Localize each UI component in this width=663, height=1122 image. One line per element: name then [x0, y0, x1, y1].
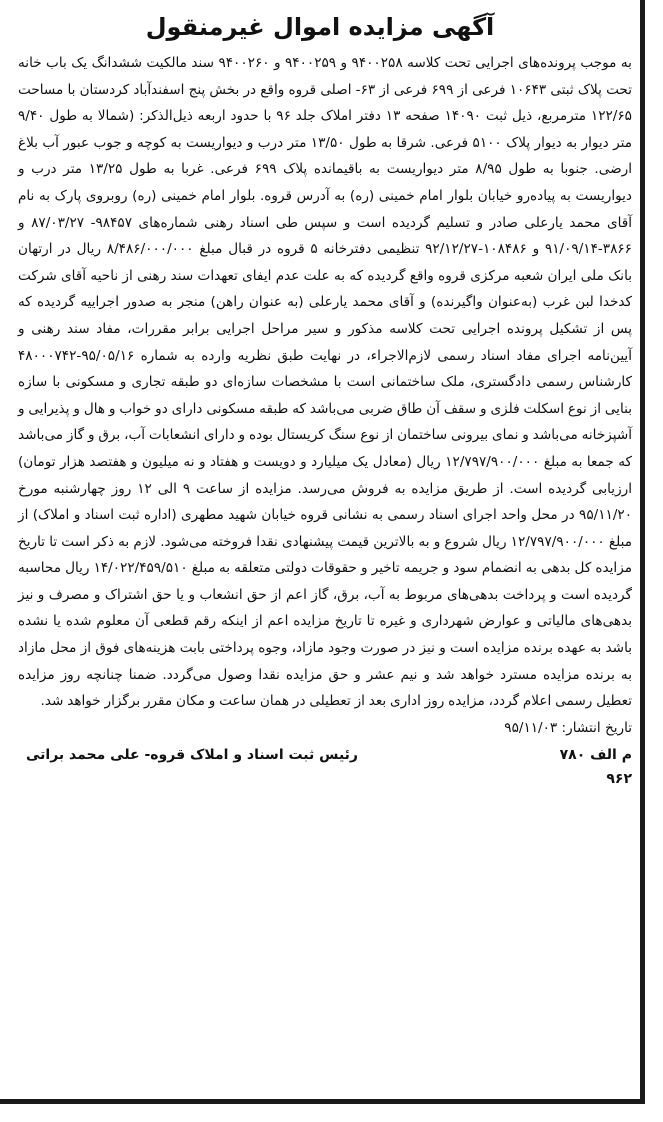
publish-date: تاریخ انتشار: ۹۵/۱۱/۰۳	[504, 719, 632, 736]
notice-title: آگهی مزایده اموال غیرمنقول	[145, 13, 495, 41]
reference-code: م الف ۷۸۰	[559, 746, 632, 763]
notice-body: به موجب پرونده‌های اجرایی تحت کلاسه ۹۴۰۰۲۵۸ و ۹۴۰۰۲۵۹ و ۹۴۰۰۲۶۰ سند مالکیت ششدانگ یک باب خانه تحت پلاک ثبتی ۱۰۶۴۳ فرعی از ۶۹۹ فرعی از ۶۳- اصلی قروه واقع در بخش پنج اسفندآباد کردستان با مساحت ۱۲۲/۶۵ مترمربع، ذیل ثبت ۱۴۰۹۰ صفحه ۱۳ دفتر املاک جلد ۹۶ با حدود اربعه ذیل‌الذکر: (شمالا به طول ۹/۴۰ متر دیوار به دیوار پلاک ۵۱۰۰ فرعی. شرقا به طول ۱۳/۵۰ متر درب و دیواریست به کوچه و جوب عبور آب بلاغ ارضی. جنوبا به طول ۸/۹۵ متر دیواریست به باقیمانده پلاک ۶۹۹ فرعی. غربا به طول ۱۳/۲۵ متر درب و دیواریست به پیاده‌رو خیابان بلوار امام خمینی (ره) به آدرس قروه. بلوار امام خمینی (ره) روبروی پارک به نام آقای محمد یارعلی صادر و تسلیم گردیده است و سپس طی اسناد رهنی شماره‌های ۹۸۴۵۷- ۸۷/۰۳/۲۷ و ۳۸۶۶-۹۱/۰۹/۱۴ و ۱۰۸۴۸۶-۹۲/۱۲/۲۷ تنظیمی دفترخانه ۵ قروه در قبال مبلغ ۸/۴۸۶/۰۰۰/۰۰۰ ریال در ارتهان بانک ملی ایران شعبه مرکزی قروه واقع گردیده که به علت عدم ایفای تعهدات سند رهنی از ناحیه آقای شرکت کدخدا لبن غرب (به‌عنوان واگیرنده) و آقای محمد یارعلی (به عنوان راهن) منجر به صدور اجراییه گردیده که پس از تشکیل پرونده اجرایی تحت کلاسه مذکور و سیر مراحل اجرایی برابر مقررات، مفاد سند رهنی و آیین‌نامه اجرای مفاد اسناد رسمی لازم‌الاجراء، در نهایت طبق نظریه وارده به شماره ۹۵/۰۵/۱۶-۴۸۰۰۰۷۴۲ کارشناس رسمی دادگستری، ملک ساختمانی است با مشخصات سازه‌ای دو طبقه تجاری و مسکونی با سازه بنایی از نوع اسکلت فلزی و سقف آن طاق ضربی می‌باشد که طبقه مسکونی دارای دو خواب و هال و پذیرایی و آشپزخانه می‌باشد و نمای بیرونی ساختمان از نوع سنگ کریستال بوده و دارای انشعابات آب، برق و گاز می‌باشد که جمعا به مبلغ ۱۲/۷۹۷/۹۰۰/۰۰۰ ریال (معادل یک میلیارد و دویست و هفتاد و نه میلیون و هفتصد هزار تومان) ارزیابی گردیده است. از طریق مزایده به فروش می‌رسد. مزایده از ساعت ۹ الی ۱۲ روز چهارشنبه مورخ ۹۵/۱۱/۲۰ در محل واحد اجرای اسناد رسمی به نشانی قروه خیابان شهید مطهری (اداره ثبت اسناد و املاک) از مبلغ ۱۲/۷۹۷/۹۰۰/۰۰۰ ریال شروع و به بالاترین قیمت پیشنهادی نقدا فروخته می‌شود. لازم به ذکر است تا تاریخ مزایده کل بدهی به انضمام سود و جریمه تاخیر و حقوقات دولتی متعلقه به مبلغ ۱۴/۰۲۲/۴۵۹/۵۱۰ ریال محاسبه گردیده است و پرداخت بدهی‌های مربوط به آب، برق، گاز اعم از حق انشعاب و یا حق اشتراک و مصرف و نیز بدهی‌های مالیاتی و عوارض شهرداری و غیره تا تاریخ مزایده اعم از اینکه رقم قطعی آن معلوم شده یا نشده باشد به عهده برنده مزایده است و نیز در صورت وجود مازاد، وجوه پرداختی بابت هزینه‌های فوق از محل مازاد به برنده مزایده مسترد خواهد شد و نیم عشر و حق مزایده نقدا وصول می‌گردد. ضمنا چنانچه روز مزایده تعطیل رسمی اعلام گردد، مزایده روز اداری بعد از تعطیلی در همان ساعت و مکان مقرر برگزار خواهد شد.	[18, 55, 633, 710]
signature-line: رئیس ثبت اسناد و املاک قروه- علی محمد براتی	[26, 746, 358, 763]
reference-code-block	[560, 743, 632, 791]
reference-number: ۹۶۲	[606, 770, 632, 787]
notice-footer	[0, 743, 640, 791]
